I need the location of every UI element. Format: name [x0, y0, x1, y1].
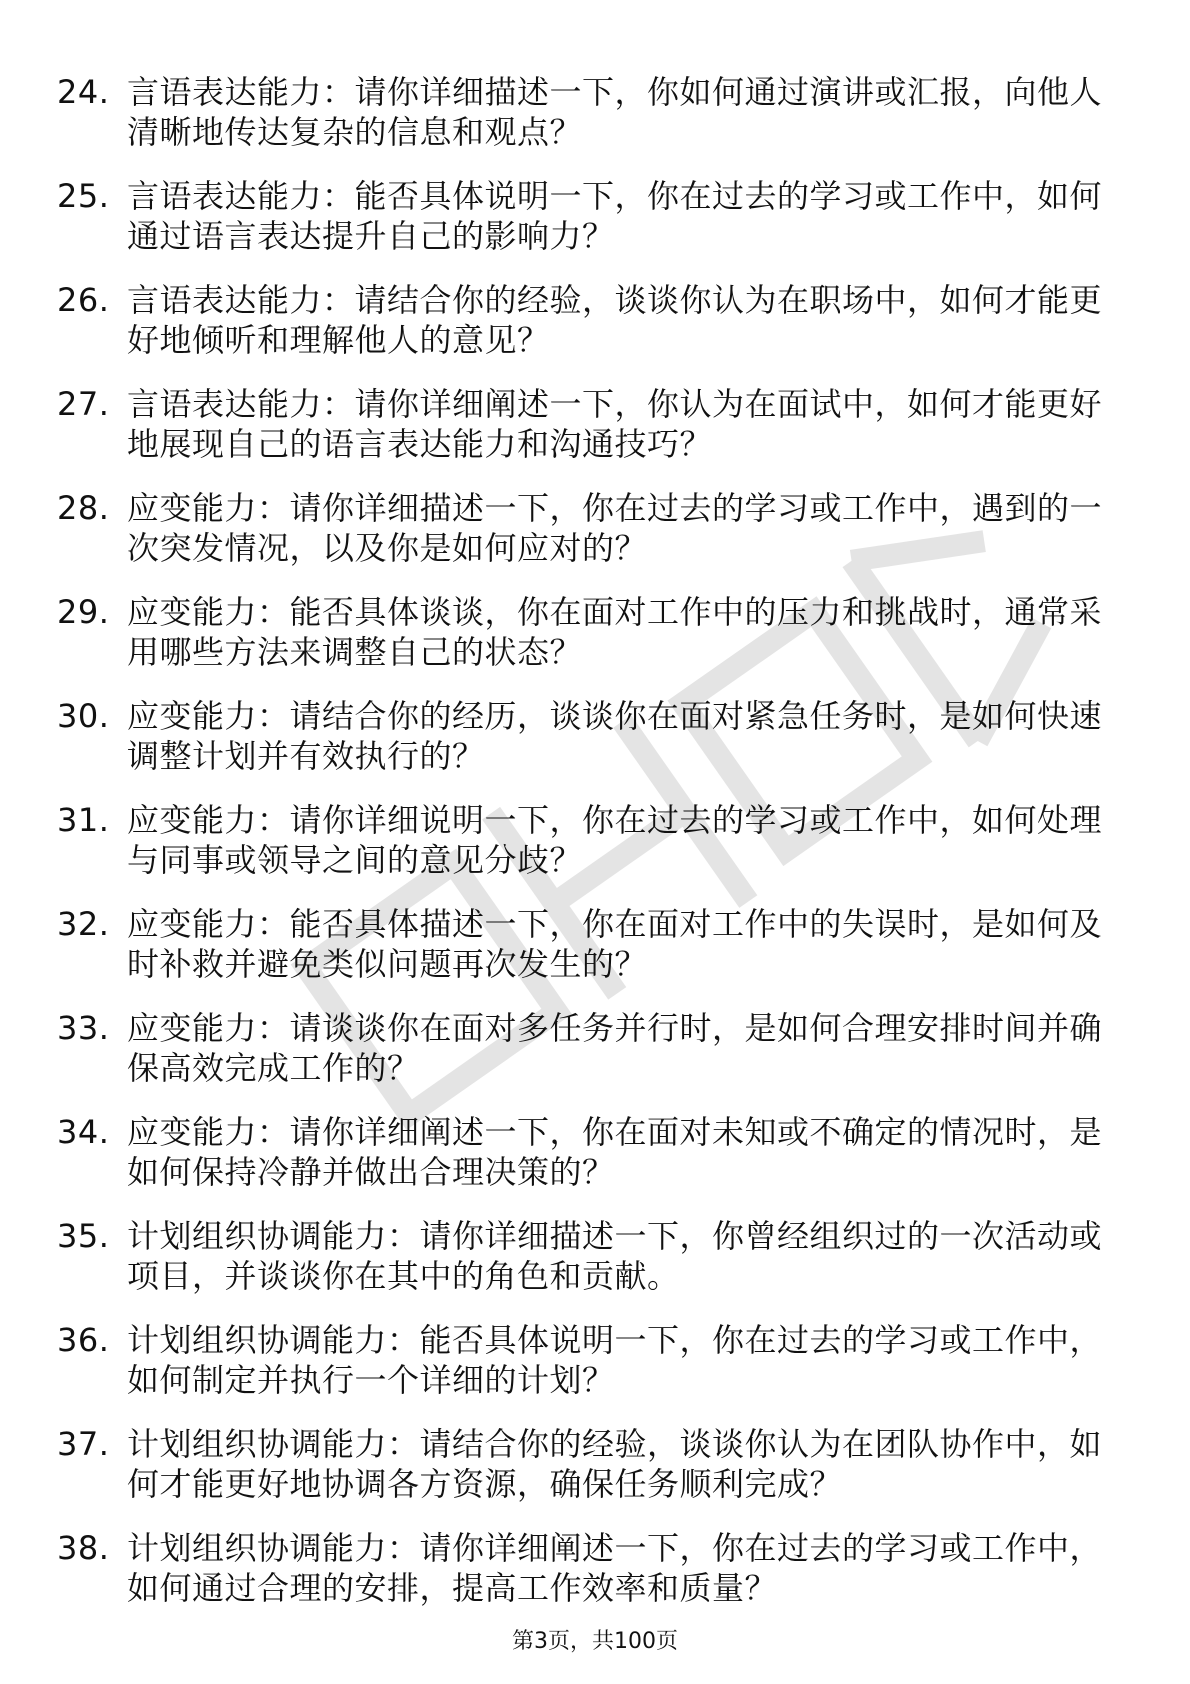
question-number: 31. — [57, 801, 110, 839]
question-item — [57, 488, 1132, 592]
question-text: 言语表达能力：请结合你的经验，谈谈你认为在职场中，如何才能更好地倾听和理解他人的意见？ — [127, 281, 1103, 359]
question-item — [57, 696, 1132, 800]
question-number: 36. — [57, 1321, 110, 1359]
question-text: 言语表达能力：请你详细阐述一下，你认为在面试中，如何才能更好地展现自己的语言表达能力和沟通技巧？ — [127, 385, 1103, 463]
question-number: 29. — [57, 593, 110, 631]
question-text: 计划组织协调能力：能否具体说明一下，你在过去的学习或工作中，如何制定并执行一个详细的计划？ — [127, 1321, 1103, 1399]
question-item — [57, 1216, 1132, 1320]
question-list — [57, 72, 1132, 1632]
question-number: 34. — [57, 1113, 110, 1151]
question-number: 27. — [57, 385, 110, 423]
question-number: 26. — [57, 281, 110, 319]
question-text: 言语表达能力：能否具体说明一下，你在过去的学习或工作中，如何通过语言表达提升自己的影响力？ — [127, 177, 1103, 255]
question-text: 应变能力：能否具体谈谈，你在面对工作中的压力和挑战时，通常采用哪些方法来调整自己的状态？ — [127, 593, 1103, 671]
question-text: 计划组织协调能力：请你详细阐述一下，你在过去的学习或工作中，如何通过合理的安排，提高工作效率和质量？ — [127, 1529, 1103, 1607]
question-text: 计划组织协调能力：请你详细描述一下，你曾经组织过的一次活动或项目，并谈谈你在其中的角色和贡献。 — [127, 1217, 1103, 1295]
question-item — [57, 176, 1132, 280]
question-text: 应变能力：请你详细说明一下，你在过去的学习或工作中，如何处理与同事或领导之间的意见分歧？ — [127, 801, 1103, 879]
question-item — [57, 1528, 1132, 1632]
question-number: 35. — [57, 1217, 110, 1255]
question-number: 24. — [57, 73, 110, 111]
question-item — [57, 280, 1132, 384]
question-number: 37. — [57, 1425, 110, 1463]
question-text: 应变能力：请你详细阐述一下，你在面对未知或不确定的情况时，是如何保持冷静并做出合理决策的？ — [127, 1113, 1103, 1191]
question-text: 应变能力：请结合你的经历，谈谈你在面对紧急任务时，是如何快速调整计划并有效执行的？ — [127, 697, 1103, 775]
question-number: 25. — [57, 177, 110, 215]
question-text: 应变能力：请谈谈你在面对多任务并行时，是如何合理安排时间并确保高效完成工作的？ — [127, 1009, 1103, 1087]
question-item — [57, 1112, 1132, 1216]
question-text: 计划组织协调能力：请结合你的经验，谈谈你认为在团队协作中，如何才能更好地协调各方资源，确保任务顺利完成？ — [127, 1425, 1103, 1503]
question-number: 30. — [57, 697, 110, 735]
question-item — [57, 904, 1132, 1008]
question-number: 38. — [57, 1529, 110, 1567]
question-item — [57, 592, 1132, 696]
question-text: 应变能力：能否具体描述一下，你在面对工作中的失误时，是如何及时补救并避免类似问题再次发生的？ — [127, 905, 1103, 983]
question-item — [57, 1320, 1132, 1424]
question-item — [57, 384, 1132, 488]
question-text: 应变能力：请你详细描述一下，你在过去的学习或工作中，遇到的一次突发情况，以及你是如何应对的？ — [127, 489, 1103, 567]
question-number: 28. — [57, 489, 110, 527]
question-item — [57, 800, 1132, 904]
question-number: 32. — [57, 905, 110, 943]
question-number: 33. — [57, 1009, 110, 1047]
question-item — [57, 1424, 1132, 1528]
page-footer — [0, 1628, 1190, 1656]
question-item — [57, 1008, 1132, 1112]
question-text: 言语表达能力：请你详细描述一下，你如何通过演讲或汇报，向他人清晰地传达复杂的信息和观点？ — [127, 73, 1103, 151]
question-item — [57, 72, 1132, 176]
page-number-label: 第3页，共100页 — [512, 1629, 678, 1654]
